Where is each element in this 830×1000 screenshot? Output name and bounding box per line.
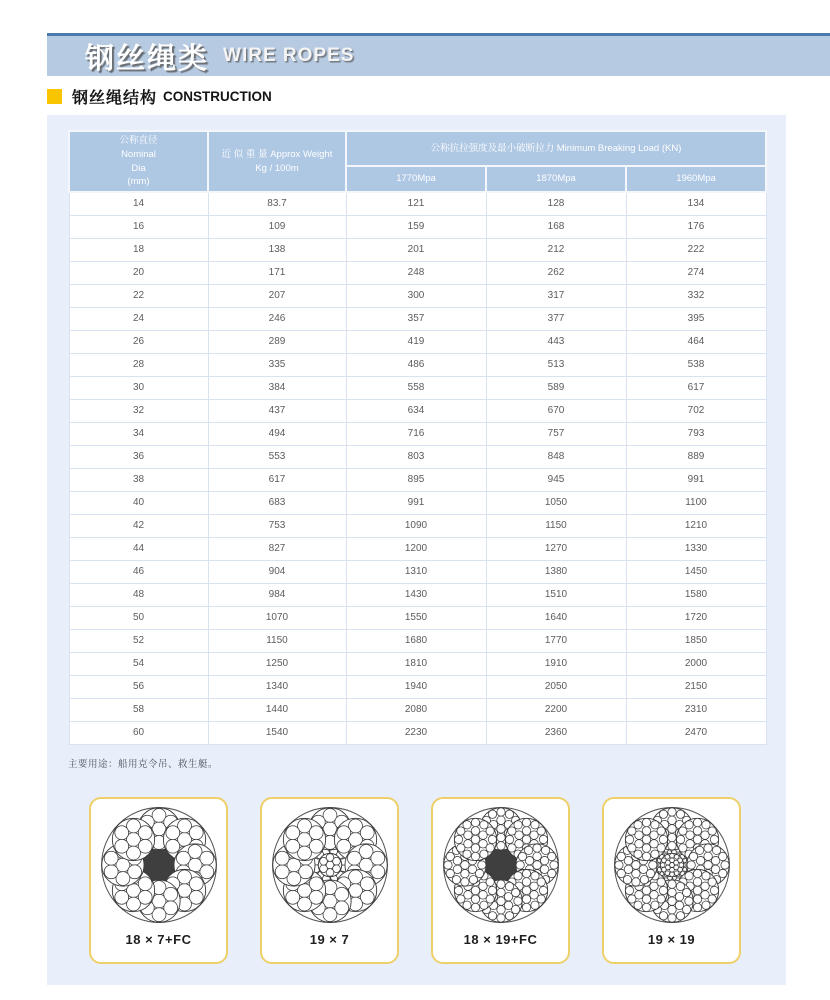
load-1870-cell: 670 xyxy=(486,399,626,422)
load-1960-cell: 1330 xyxy=(626,537,766,560)
load-1960-cell: 332 xyxy=(626,284,766,307)
dia-cell: 30 xyxy=(69,376,208,399)
header-grade-1960: 1960Mpa xyxy=(626,166,766,192)
load-1870-cell: 757 xyxy=(486,422,626,445)
weight-cell: 1250 xyxy=(208,652,346,675)
header-grade-1770: 1770Mpa xyxy=(346,166,486,192)
weight-cell: 289 xyxy=(208,330,346,353)
table-row xyxy=(69,583,766,606)
load-1770-cell: 486 xyxy=(346,353,486,376)
table-row xyxy=(69,215,766,238)
load-1960-cell: 2310 xyxy=(626,698,766,721)
weight-cell: 827 xyxy=(208,537,346,560)
dia-cell: 40 xyxy=(69,491,208,514)
table-row xyxy=(69,629,766,652)
construction-label: 18 × 19+FC xyxy=(463,932,538,947)
table-row xyxy=(69,514,766,537)
load-1960-cell: 1850 xyxy=(626,629,766,652)
load-1960-cell: 222 xyxy=(626,238,766,261)
table-row xyxy=(69,491,766,514)
load-1960-cell: 464 xyxy=(626,330,766,353)
table-row xyxy=(69,284,766,307)
load-1960-cell: 1720 xyxy=(626,606,766,629)
load-1770-cell: 1680 xyxy=(346,629,486,652)
load-1770-cell: 803 xyxy=(346,445,486,468)
load-1770-cell: 1200 xyxy=(346,537,486,560)
weight-cell: 1340 xyxy=(208,675,346,698)
dia-cell: 34 xyxy=(69,422,208,445)
load-1770-cell: 2080 xyxy=(346,698,486,721)
load-1770-cell: 2230 xyxy=(346,721,486,744)
dia-cell: 52 xyxy=(69,629,208,652)
load-1870-cell: 1510 xyxy=(486,583,626,606)
header-nominal-dia xyxy=(69,131,208,192)
load-1770-cell: 419 xyxy=(346,330,486,353)
load-1960-cell: 1450 xyxy=(626,560,766,583)
usage-note: 主要用途：船用克令吊、救生艇。 xyxy=(68,759,219,770)
weight-cell: 617 xyxy=(208,468,346,491)
table-row xyxy=(69,652,766,675)
load-1770-cell: 634 xyxy=(346,399,486,422)
table-row xyxy=(69,238,766,261)
construction-label: 19 × 19 xyxy=(647,932,696,947)
weight-cell: 384 xyxy=(208,376,346,399)
page-title-band xyxy=(47,33,830,76)
table-row xyxy=(69,376,766,399)
header-line: Nominal xyxy=(121,148,156,160)
load-1960-cell: 2150 xyxy=(626,675,766,698)
weight-cell: 683 xyxy=(208,491,346,514)
load-1960-cell: 1580 xyxy=(626,583,766,606)
table-row xyxy=(69,675,766,698)
table-row xyxy=(69,353,766,376)
weight-cell: 1150 xyxy=(208,629,346,652)
table-row xyxy=(69,537,766,560)
load-1960-cell: 2000 xyxy=(626,652,766,675)
table-row xyxy=(69,330,766,353)
section-title-english: CONSTRUCTION xyxy=(163,89,272,104)
load-1870-cell: 848 xyxy=(486,445,626,468)
table-row xyxy=(69,606,766,629)
weight-cell: 109 xyxy=(208,215,346,238)
load-1770-cell: 1310 xyxy=(346,560,486,583)
load-1870-cell: 1770 xyxy=(486,629,626,652)
load-1870-cell: 945 xyxy=(486,468,626,491)
rope-cross-section-diagram xyxy=(440,804,562,926)
load-1770-cell: 895 xyxy=(346,468,486,491)
construction-card xyxy=(89,797,228,964)
construction-card xyxy=(602,797,741,964)
load-1870-cell: 1640 xyxy=(486,606,626,629)
rope-cross-section-diagram xyxy=(269,804,391,926)
load-1870-cell: 262 xyxy=(486,261,626,284)
yellow-bullet-icon xyxy=(47,89,62,104)
dia-cell: 28 xyxy=(69,353,208,376)
load-1960-cell: 702 xyxy=(626,399,766,422)
section-heading xyxy=(47,85,272,108)
rope-cross-section-diagram xyxy=(98,804,220,926)
load-1960-cell: 274 xyxy=(626,261,766,284)
load-1870-cell: 1050 xyxy=(486,491,626,514)
table-row xyxy=(69,560,766,583)
load-1870-cell: 2360 xyxy=(486,721,626,744)
construction-card xyxy=(431,797,570,964)
load-1870-cell: 443 xyxy=(486,330,626,353)
dia-cell: 54 xyxy=(69,652,208,675)
load-1770-cell: 716 xyxy=(346,422,486,445)
load-1960-cell: 538 xyxy=(626,353,766,376)
load-1870-cell: 1380 xyxy=(486,560,626,583)
dia-cell: 20 xyxy=(69,261,208,284)
dia-cell: 26 xyxy=(69,330,208,353)
specs-table xyxy=(68,130,767,745)
load-1960-cell: 395 xyxy=(626,307,766,330)
table-row xyxy=(69,698,766,721)
load-1960-cell: 1100 xyxy=(626,491,766,514)
table-row xyxy=(69,307,766,330)
load-1960-cell: 991 xyxy=(626,468,766,491)
weight-cell: 335 xyxy=(208,353,346,376)
load-1770-cell: 991 xyxy=(346,491,486,514)
header-line: 近 似 重 量 Approx Weight xyxy=(221,148,333,160)
weight-cell: 553 xyxy=(208,445,346,468)
dia-cell: 22 xyxy=(69,284,208,307)
construction-label: 19 × 7 xyxy=(309,932,350,947)
weight-cell: 138 xyxy=(208,238,346,261)
dia-cell: 48 xyxy=(69,583,208,606)
weight-cell: 1540 xyxy=(208,721,346,744)
construction-card xyxy=(260,797,399,964)
construction-diagrams xyxy=(89,797,741,964)
weight-cell: 904 xyxy=(208,560,346,583)
specs-table-header xyxy=(69,131,766,192)
load-1770-cell: 357 xyxy=(346,307,486,330)
header-line: (mm) xyxy=(127,176,150,188)
table-row xyxy=(69,468,766,491)
load-1770-cell: 1810 xyxy=(346,652,486,675)
load-1960-cell: 1210 xyxy=(626,514,766,537)
weight-cell: 494 xyxy=(208,422,346,445)
load-1960-cell: 793 xyxy=(626,422,766,445)
dia-cell: 42 xyxy=(69,514,208,537)
dia-cell: 32 xyxy=(69,399,208,422)
weight-cell: 171 xyxy=(208,261,346,284)
specs-table-body xyxy=(69,192,766,744)
dia-cell: 58 xyxy=(69,698,208,721)
table-row xyxy=(69,399,766,422)
table-row xyxy=(69,192,766,215)
dia-cell: 46 xyxy=(69,560,208,583)
weight-cell: 83.7 xyxy=(208,192,346,215)
content-panel xyxy=(47,115,786,985)
table-row xyxy=(69,445,766,468)
load-1770-cell: 1550 xyxy=(346,606,486,629)
header-line: Dia xyxy=(131,162,146,174)
header-grade-1870: 1870Mpa xyxy=(486,166,626,192)
header-breaking-load-group: 公称抗拉强度及最小破断拉力 Minimum Breaking Load (KN) xyxy=(346,131,766,166)
rope-cross-section-diagram xyxy=(611,804,733,926)
header-line: 公称直径 xyxy=(119,134,158,146)
load-1770-cell: 121 xyxy=(346,192,486,215)
weight-cell: 984 xyxy=(208,583,346,606)
load-1960-cell: 617 xyxy=(626,376,766,399)
page-title-chinese: 钢丝绳类 xyxy=(85,42,210,75)
load-1870-cell: 513 xyxy=(486,353,626,376)
load-1960-cell: 889 xyxy=(626,445,766,468)
construction-label: 18 × 7+FC xyxy=(125,932,192,947)
weight-cell: 753 xyxy=(208,514,346,537)
dia-cell: 14 xyxy=(69,192,208,215)
section-title-chinese: 钢丝绳结构 xyxy=(72,90,158,107)
weight-cell: 207 xyxy=(208,284,346,307)
load-1870-cell: 2200 xyxy=(486,698,626,721)
weight-cell: 246 xyxy=(208,307,346,330)
load-1960-cell: 134 xyxy=(626,192,766,215)
dia-cell: 18 xyxy=(69,238,208,261)
page-title-english: WIRE ROPES xyxy=(223,45,355,66)
load-1870-cell: 2050 xyxy=(486,675,626,698)
load-1770-cell: 159 xyxy=(346,215,486,238)
load-1770-cell: 558 xyxy=(346,376,486,399)
weight-cell: 437 xyxy=(208,399,346,422)
load-1770-cell: 1940 xyxy=(346,675,486,698)
load-1870-cell: 377 xyxy=(486,307,626,330)
load-1770-cell: 1430 xyxy=(346,583,486,606)
table-row xyxy=(69,721,766,744)
dia-cell: 36 xyxy=(69,445,208,468)
load-1960-cell: 2470 xyxy=(626,721,766,744)
table-row xyxy=(69,422,766,445)
load-1870-cell: 317 xyxy=(486,284,626,307)
dia-cell: 44 xyxy=(69,537,208,560)
weight-cell: 1070 xyxy=(208,606,346,629)
header-line: Kg / 100m xyxy=(255,162,299,174)
header-approx-weight xyxy=(208,131,346,192)
load-1870-cell: 128 xyxy=(486,192,626,215)
dia-cell: 50 xyxy=(69,606,208,629)
table-row xyxy=(69,261,766,284)
load-1770-cell: 201 xyxy=(346,238,486,261)
load-1870-cell: 1270 xyxy=(486,537,626,560)
load-1770-cell: 1090 xyxy=(346,514,486,537)
load-1870-cell: 212 xyxy=(486,238,626,261)
weight-cell: 1440 xyxy=(208,698,346,721)
load-1870-cell: 1910 xyxy=(486,652,626,675)
load-1870-cell: 589 xyxy=(486,376,626,399)
dia-cell: 24 xyxy=(69,307,208,330)
load-1960-cell: 176 xyxy=(626,215,766,238)
dia-cell: 16 xyxy=(69,215,208,238)
load-1870-cell: 1150 xyxy=(486,514,626,537)
dia-cell: 60 xyxy=(69,721,208,744)
load-1870-cell: 168 xyxy=(486,215,626,238)
dia-cell: 38 xyxy=(69,468,208,491)
load-1770-cell: 248 xyxy=(346,261,486,284)
dia-cell: 56 xyxy=(69,675,208,698)
load-1770-cell: 300 xyxy=(346,284,486,307)
